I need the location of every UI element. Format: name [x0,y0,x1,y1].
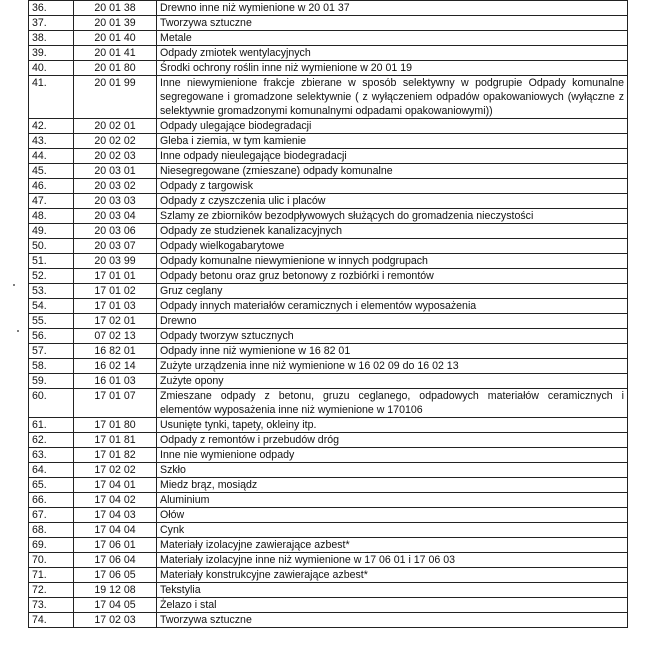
waste-code: 20 03 07 [74,239,157,254]
table-row [29,374,628,389]
waste-code: 20 03 02 [74,179,157,194]
waste-code: 20 01 99 [74,76,157,119]
waste-code: 16 82 01 [74,344,157,359]
waste-code: 20 03 99 [74,254,157,269]
waste-code: 17 04 04 [74,523,157,538]
waste-code: 07 02 13 [74,329,157,344]
row-number: 47. [29,194,74,209]
waste-code: 17 01 07 [74,389,157,418]
row-number: 70. [29,553,74,568]
waste-description: Odpady inne niż wymienione w 16 82 01 [157,344,628,359]
table-row [29,134,628,149]
row-number: 51. [29,254,74,269]
table-row [29,448,628,463]
waste-description: Żelazo i stal [157,598,628,613]
table-row [29,164,628,179]
table-row [29,568,628,583]
row-number: 37. [29,16,74,31]
row-number: 39. [29,46,74,61]
waste-description: Niesegregowane (zmieszane) odpady komunalne [157,164,628,179]
waste-description: Gruz ceglany [157,284,628,299]
row-number: 41. [29,76,74,119]
waste-code: 17 02 03 [74,613,157,628]
waste-description: Ołów [157,508,628,523]
row-number: 74. [29,613,74,628]
table-row [29,344,628,359]
table-row [29,493,628,508]
waste-code: 20 01 38 [74,1,157,16]
waste-code: 16 02 14 [74,359,157,374]
waste-description: Zmieszane odpady z betonu, gruzu ceglanego, odpadowych materiałów ceramicznych i elementów wyposażenia inne niż wymienione w 170106 [157,389,628,418]
table-row [29,299,628,314]
row-number: 60. [29,389,74,418]
waste-codes-table [28,0,628,628]
table-row [29,269,628,284]
waste-description: Materiały konstrukcyjne zawierające azbest* [157,568,628,583]
waste-description: Tworzywa sztuczne [157,613,628,628]
row-number: 36. [29,1,74,16]
row-number: 69. [29,538,74,553]
row-number: 42. [29,119,74,134]
row-number: 57. [29,344,74,359]
waste-description: Odpady z remontów i przebudów dróg [157,433,628,448]
table-row [29,254,628,269]
waste-description: Szlamy ze zbiorników bezodpływowych służących do gromadzenia nieczystości [157,209,628,224]
table-row [29,194,628,209]
waste-code: 17 01 01 [74,269,157,284]
row-number: 40. [29,61,74,76]
table-row [29,284,628,299]
row-number: 59. [29,374,74,389]
waste-description: Środki ochrony roślin inne niż wymienione w 20 01 19 [157,61,628,76]
waste-description: Zużyte urządzenia inne niż wymienione w 16 02 09 do 16 02 13 [157,359,628,374]
waste-description: Odpady zmiotek wentylacyjnych [157,46,628,61]
row-number: 64. [29,463,74,478]
table-row [29,553,628,568]
table-row [29,389,628,418]
row-number: 52. [29,269,74,284]
waste-description: Odpady innych materiałów ceramicznych i elementów wyposażenia [157,299,628,314]
table-row [29,314,628,329]
waste-description: Tekstylia [157,583,628,598]
waste-code: 19 12 08 [74,583,157,598]
waste-description: Drewno inne niż wymienione w 20 01 37 [157,1,628,16]
waste-description: Tworzywa sztuczne [157,16,628,31]
waste-description: Materiały izolacyjne inne niż wymienione w 17 06 01 i 17 06 03 [157,553,628,568]
table-row [29,119,628,134]
waste-description: Metale [157,31,628,46]
waste-description: Odpady wielkogabarytowe [157,239,628,254]
row-number: 54. [29,299,74,314]
waste-code: 17 01 82 [74,448,157,463]
row-number: 56. [29,329,74,344]
waste-code: 17 04 02 [74,493,157,508]
waste-description: Cynk [157,523,628,538]
table-row [29,478,628,493]
waste-code: 17 01 02 [74,284,157,299]
waste-description: Inne niewymienione frakcje zbierane w sposób selektywny w podgrupie Odpady komunalne segregowane i gromadzone selektywnie ( z wyłączeniem odpadów opakowaniowych (wyłączne z selektywnie gromadzonymi komunalnymi odpadami opakowaniowymi)) [157,76,628,119]
waste-description: Usunięte tynki, tapety, okleiny itp. [157,418,628,433]
waste-description: Szkło [157,463,628,478]
table-row [29,463,628,478]
row-number: 46. [29,179,74,194]
table-row [29,224,628,239]
row-number: 58. [29,359,74,374]
waste-description: Odpady z targowisk [157,179,628,194]
table-row [29,329,628,344]
row-number: 71. [29,568,74,583]
waste-description: Inne nie wymienione odpady [157,448,628,463]
table-row [29,359,628,374]
table-row [29,523,628,538]
row-number: 43. [29,134,74,149]
waste-code: 20 02 03 [74,149,157,164]
row-number: 61. [29,418,74,433]
row-number: 48. [29,209,74,224]
scan-speck [13,284,15,286]
waste-code: 17 01 80 [74,418,157,433]
row-number: 66. [29,493,74,508]
waste-code: 17 02 01 [74,314,157,329]
row-number: 44. [29,149,74,164]
table-row [29,149,628,164]
waste-description: Gleba i ziemia, w tym kamienie [157,134,628,149]
waste-code: 17 01 03 [74,299,157,314]
row-number: 62. [29,433,74,448]
row-number: 67. [29,508,74,523]
row-number: 73. [29,598,74,613]
table-row [29,239,628,254]
row-number: 38. [29,31,74,46]
table-row [29,16,628,31]
waste-code: 20 01 40 [74,31,157,46]
table-row [29,1,628,16]
waste-code: 17 01 81 [74,433,157,448]
row-number: 50. [29,239,74,254]
waste-code: 20 01 39 [74,16,157,31]
waste-codes-table-body [29,1,628,628]
table-row [29,46,628,61]
table-row [29,538,628,553]
waste-code: 16 01 03 [74,374,157,389]
waste-code: 20 01 80 [74,61,157,76]
waste-description: Inne odpady nieulegające biodegradacji [157,149,628,164]
waste-code: 20 03 01 [74,164,157,179]
table-row [29,76,628,119]
table-row [29,508,628,523]
waste-code: 20 02 01 [74,119,157,134]
waste-description: Odpady z czyszczenia ulic i placów [157,194,628,209]
waste-code: 17 06 05 [74,568,157,583]
waste-description: Materiały izolacyjne zawierające azbest* [157,538,628,553]
table-row [29,433,628,448]
waste-code: 17 04 03 [74,508,157,523]
waste-description: Odpady ulegające biodegradacji [157,119,628,134]
table-row [29,418,628,433]
table-row [29,61,628,76]
table-row [29,598,628,613]
waste-code: 17 02 02 [74,463,157,478]
waste-code: 20 03 06 [74,224,157,239]
table-row [29,179,628,194]
row-number: 45. [29,164,74,179]
row-number: 68. [29,523,74,538]
waste-description: Zużyte opony [157,374,628,389]
row-number: 49. [29,224,74,239]
row-number: 53. [29,284,74,299]
scan-speck [17,330,19,332]
row-number: 72. [29,583,74,598]
waste-code: 20 01 41 [74,46,157,61]
waste-description: Odpady komunalne niewymienione w innych podgrupach [157,254,628,269]
waste-code: 17 06 01 [74,538,157,553]
waste-description: Odpady ze studzienek kanalizacyjnych [157,224,628,239]
waste-description: Aluminium [157,493,628,508]
waste-code: 20 03 03 [74,194,157,209]
document-page [28,0,628,628]
waste-code: 17 04 05 [74,598,157,613]
waste-description: Odpady betonu oraz gruz betonowy z rozbiórki i remontów [157,269,628,284]
table-row [29,209,628,224]
row-number: 65. [29,478,74,493]
waste-description: Odpady tworzyw sztucznych [157,329,628,344]
waste-code: 17 04 01 [74,478,157,493]
waste-code: 20 03 04 [74,209,157,224]
waste-code: 17 06 04 [74,553,157,568]
table-row [29,613,628,628]
table-row [29,31,628,46]
row-number: 63. [29,448,74,463]
table-row [29,583,628,598]
row-number: 55. [29,314,74,329]
waste-description: Miedz brąz, mosiądz [157,478,628,493]
waste-description: Drewno [157,314,628,329]
waste-code: 20 02 02 [74,134,157,149]
